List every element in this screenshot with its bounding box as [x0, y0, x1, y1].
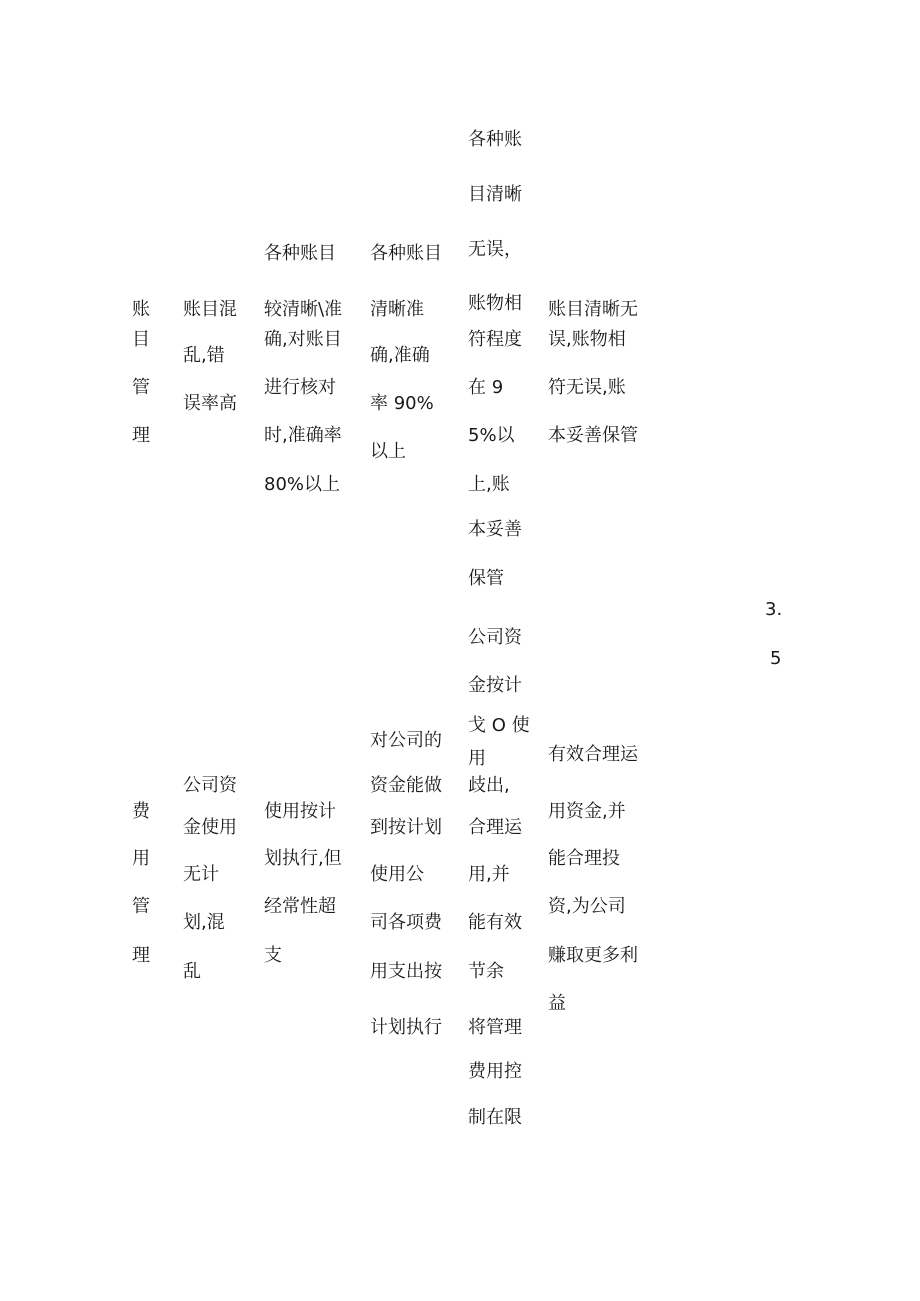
text-line: 管	[132, 896, 150, 917]
text-line: 使用公	[370, 864, 424, 885]
text-line: 各种账目	[264, 243, 336, 264]
text-line: 无误，	[468, 239, 522, 260]
text-line: 经常性超	[264, 896, 336, 917]
text-line: 本妥善	[468, 519, 522, 540]
weight-line: 3.	[765, 599, 783, 620]
text-line: 进行核对	[264, 377, 336, 398]
text-line: 益	[548, 993, 566, 1014]
text-line: 资,为公司	[548, 896, 626, 917]
text-line: 划执行,但	[264, 848, 342, 869]
text-line: 资金能做	[370, 775, 442, 796]
text-line: 账	[132, 299, 150, 320]
text-line: 确,准确	[370, 345, 430, 366]
text-line: 在 9	[468, 377, 504, 398]
text-line: 80%以上	[264, 474, 341, 495]
text-line: 账目清晰无	[548, 299, 638, 320]
text-line: 账物相	[468, 293, 522, 314]
text-line: 清晰准	[370, 299, 424, 320]
text-line: 合理运	[468, 817, 522, 838]
text-line: 划,混	[183, 912, 225, 933]
text-line: 制在限	[468, 1107, 522, 1128]
text-line: 较清晰\准	[264, 299, 343, 320]
text-line: 目清晰	[468, 184, 522, 205]
text-line: 各种账目	[370, 243, 442, 264]
text-line: 金按计	[468, 675, 522, 696]
text-line: 理	[132, 945, 150, 966]
text-line: 对公司的	[370, 730, 442, 751]
text-line: 误率高	[183, 393, 237, 414]
text-line: 戈 O 使	[468, 715, 530, 736]
text-line: 能有效	[468, 912, 522, 933]
text-line: 目	[132, 329, 150, 350]
text-line: 本妥善保管	[548, 425, 638, 446]
text-line: 5%以	[468, 425, 515, 446]
text-line: 无计	[183, 864, 219, 885]
text-line: 误,账物相	[548, 329, 626, 350]
text-line: 金使用	[183, 817, 237, 838]
text-line: 支	[264, 945, 282, 966]
text-line: 各种账	[468, 129, 522, 150]
text-line: 用资金,并	[548, 801, 626, 822]
text-line: 理	[132, 425, 150, 446]
text-line: 确,对账目	[264, 329, 342, 350]
text-line: 时,准确率	[264, 425, 342, 446]
text-line: 管	[132, 377, 150, 398]
text-line: 符程度	[468, 329, 522, 350]
text-line: 符无误,账	[548, 377, 626, 398]
text-line: 计划执行	[370, 1017, 442, 1038]
text-line: 费用控	[468, 1061, 522, 1082]
text-line: 用	[132, 848, 150, 869]
text-line: 用支出按	[370, 961, 442, 982]
text-line: 率 90%	[370, 393, 434, 414]
text-line: 费	[132, 801, 150, 822]
text-line: 将管理	[468, 1017, 522, 1038]
text-line: 赚取更多利	[548, 945, 638, 966]
text-line: 公司资	[468, 627, 522, 648]
text-line: 保管	[468, 568, 504, 589]
text-line: 乱	[183, 961, 201, 982]
text-line: 用,并	[468, 864, 510, 885]
text-line: 司各项费	[370, 912, 442, 933]
text-line: 上,账	[468, 474, 510, 495]
text-line: 用	[468, 748, 486, 769]
text-line: 账目混	[183, 299, 237, 320]
text-line: 公司资	[183, 775, 237, 796]
text-line: 歧出,	[468, 775, 510, 796]
text-line: 乱,错	[183, 345, 225, 366]
text-line: 节余	[468, 961, 504, 982]
text-line: 以上	[370, 441, 406, 462]
text-line: 使用按计	[264, 801, 336, 822]
text-line: 到按计划	[370, 817, 442, 838]
text-line: 能合理投	[548, 848, 620, 869]
weight-line: 5	[770, 648, 782, 669]
text-line: 有效合理运	[548, 744, 638, 765]
